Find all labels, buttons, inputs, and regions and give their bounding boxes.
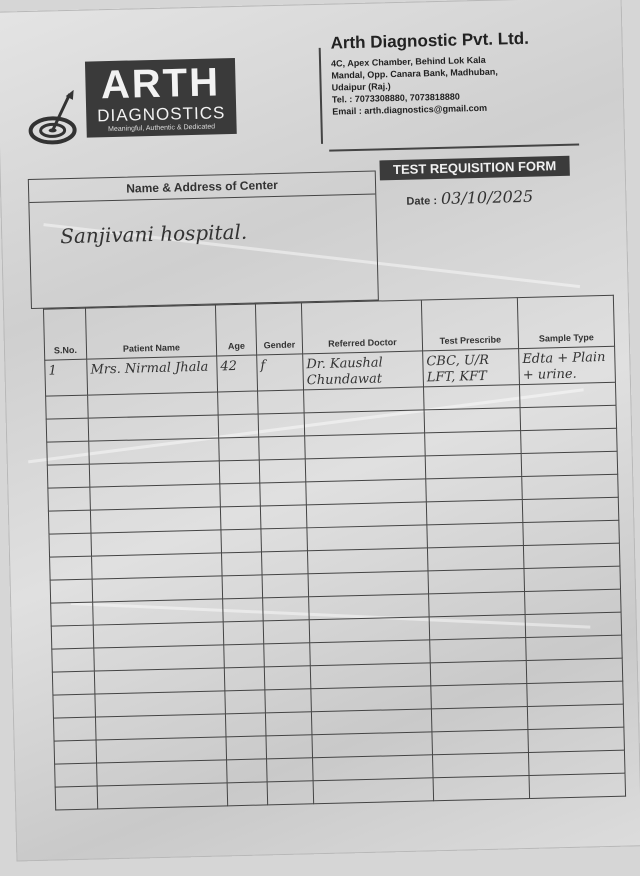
blank-cell [425, 454, 522, 479]
blank-cell [90, 484, 221, 510]
blank-cell [226, 736, 267, 760]
blank-cell [524, 566, 621, 591]
blank-cell [225, 690, 266, 714]
blank-cell [432, 752, 529, 777]
blank-cell [427, 523, 524, 548]
cell-test-prescribe: CBC, U/R LFT, KFT [423, 349, 520, 387]
blank-cell [424, 385, 521, 410]
blank-cell [258, 413, 305, 437]
blank-cell [90, 507, 221, 533]
blank-cell [48, 510, 91, 534]
date-value: 03/10/2025 [440, 186, 534, 208]
blank-cell [95, 691, 226, 717]
blank-cell [433, 775, 530, 800]
blank-cell [224, 667, 265, 691]
blank-cell [260, 505, 307, 529]
blank-cell [431, 683, 528, 708]
header-rule [329, 144, 579, 152]
date-label: Date : [406, 195, 438, 208]
blank-cell [46, 395, 89, 419]
blank-cell [521, 428, 618, 453]
blank-cell [432, 729, 529, 754]
blank-cell [527, 681, 624, 706]
blank-cell [304, 387, 425, 413]
header-test-prescribe: Test Prescribe [421, 298, 518, 351]
blank-cell [523, 543, 620, 568]
blank-cell [309, 594, 430, 620]
blank-cell [424, 408, 521, 433]
blank-cell [313, 778, 434, 804]
date-field [406, 187, 533, 209]
blank-cell [264, 643, 311, 667]
logo-sub-text: DIAGNOSTICS [96, 103, 226, 126]
blank-cell [521, 451, 618, 476]
cell-age: 42 [217, 355, 258, 392]
cell-gender: f [257, 354, 304, 391]
blank-cell [52, 671, 95, 695]
blank-cell [55, 763, 98, 787]
blank-cell [92, 553, 223, 579]
blank-cell [50, 579, 93, 603]
blank-cell [97, 783, 228, 809]
header-sno: S.No. [43, 308, 86, 360]
center-box [28, 171, 379, 309]
blank-cell [430, 638, 527, 663]
blank-cell [261, 551, 308, 575]
blank-cell [307, 525, 428, 551]
blank-cell [311, 686, 432, 712]
blank-cell [259, 436, 306, 460]
blank-cell [259, 459, 306, 483]
blank-cell [526, 658, 623, 683]
blank-cell [263, 620, 310, 644]
blank-cell [89, 461, 220, 487]
blank-cell [523, 520, 620, 545]
blank-cell [527, 704, 624, 729]
blank-cell [93, 622, 224, 648]
blank-cell [46, 418, 89, 442]
blank-cell [312, 732, 433, 758]
blank-cell [51, 625, 94, 649]
header-patient-name: Patient Name [85, 305, 216, 359]
blank-cell [266, 735, 313, 759]
blank-cell [218, 391, 259, 415]
blank-cell [426, 500, 523, 525]
blank-cell [53, 694, 96, 718]
blank-cell [219, 437, 260, 461]
blank-cell [97, 760, 228, 786]
blank-cell [220, 483, 261, 507]
blank-cell [223, 598, 264, 622]
blank-cell [88, 415, 219, 441]
blank-cell [218, 414, 259, 438]
email-line: Email : arth.diagnostics@gmail.com [332, 102, 488, 117]
header-gender: Gender [255, 303, 302, 355]
brand-logo [25, 58, 247, 163]
blank-cell [88, 392, 219, 418]
blank-cell [305, 433, 426, 459]
cell-referred-doctor: Dr. Kaushal Chundawat [303, 351, 424, 390]
blank-cell [528, 727, 625, 752]
blank-cell [260, 482, 307, 506]
blank-cell [426, 477, 523, 502]
blank-cell [47, 441, 90, 465]
blank-cell [53, 717, 96, 741]
blank-cell [519, 382, 616, 407]
blank-cell [265, 689, 312, 713]
blank-cell [227, 759, 268, 783]
phone-line: Tel. : 7073308880, 7073818880 [331, 91, 460, 105]
blank-cell [48, 487, 91, 511]
address-line: Mandal, Opp. Canara Bank, Madhuban, [331, 66, 498, 81]
blank-cell [425, 431, 522, 456]
blank-cell [55, 786, 98, 810]
blank-cell [522, 474, 619, 499]
blank-cell [95, 714, 226, 740]
patient-table [43, 295, 626, 811]
blank-cell [221, 552, 262, 576]
blank-cell [525, 612, 622, 637]
blank-cell [264, 666, 311, 690]
blank-cell [428, 569, 525, 594]
blank-cell [223, 621, 264, 645]
blank-cell [96, 737, 227, 763]
blank-cell [528, 750, 625, 775]
address-line: 4C, Apex Chamber, Behind Lok Kala [330, 54, 486, 69]
blank-cell [263, 597, 310, 621]
header-sample-type: Sample Type [517, 295, 614, 348]
logo-main-text: ARTH [100, 60, 221, 108]
blank-cell [265, 712, 312, 736]
blank-cell [429, 592, 526, 617]
header-divider [319, 48, 323, 144]
blank-cell [429, 615, 526, 640]
blank-cell [91, 530, 222, 556]
blank-cell [262, 574, 309, 598]
blank-cell [529, 773, 626, 798]
blank-cell [313, 755, 434, 781]
blank-cell [310, 640, 431, 666]
blank-cell [427, 546, 524, 571]
company-block [330, 27, 612, 118]
header-age: Age [215, 304, 256, 356]
cell-sample-type: Edta + Plain + urine. [519, 346, 616, 384]
blank-cell [224, 644, 265, 668]
blank-cell [219, 460, 260, 484]
blank-cell [261, 528, 308, 552]
blank-cell [94, 668, 225, 694]
center-heading: Name & Address of Center [29, 172, 375, 203]
blank-cell [526, 635, 623, 660]
blank-cell [307, 548, 428, 574]
address-line: Udaipur (Raj.) [331, 81, 391, 93]
header-referred-doctor: Referred Doctor [301, 300, 422, 354]
target-logo-icon [26, 90, 87, 151]
blank-cell [222, 575, 263, 599]
blank-cell [430, 661, 527, 686]
blank-cell [93, 599, 224, 625]
blank-cell [304, 410, 425, 436]
cell-sno: 1 [45, 359, 88, 396]
blank-cell [525, 589, 622, 614]
blank-cell [306, 479, 427, 505]
blank-cell [221, 529, 262, 553]
cell-patient-name: Mrs. Nirmal Jhala [87, 356, 218, 395]
form-title: TEST REQUISITION FORM [379, 156, 569, 181]
blank-cell [431, 706, 528, 731]
blank-cell [51, 602, 94, 626]
blank-cell [89, 438, 220, 464]
logo-tagline: Meaningful, Authentic & Dedicated [108, 123, 216, 134]
blank-cell [92, 576, 223, 602]
blank-cell [225, 713, 266, 737]
blank-cell [520, 405, 617, 430]
blank-cell [52, 648, 95, 672]
blank-cell [258, 390, 305, 414]
blank-cell [227, 782, 268, 806]
blank-cell [305, 456, 426, 482]
blank-cell [94, 645, 225, 671]
blank-cell [310, 663, 431, 689]
blank-cell [309, 617, 430, 643]
company-name: Arth Diagnostic Pvt. Ltd. [330, 28, 530, 53]
blank-cell [54, 740, 97, 764]
blank-cell [308, 571, 429, 597]
blank-cell [50, 556, 93, 580]
blank-cell [220, 506, 261, 530]
blank-cell [306, 502, 427, 528]
center-name-value: Sanjivani hospital. [59, 219, 248, 249]
blank-cell [47, 464, 90, 488]
blank-cell [311, 709, 432, 735]
blank-cell [49, 533, 92, 557]
blank-cell [522, 497, 619, 522]
blank-cell [267, 781, 314, 805]
blank-cell [267, 758, 314, 782]
